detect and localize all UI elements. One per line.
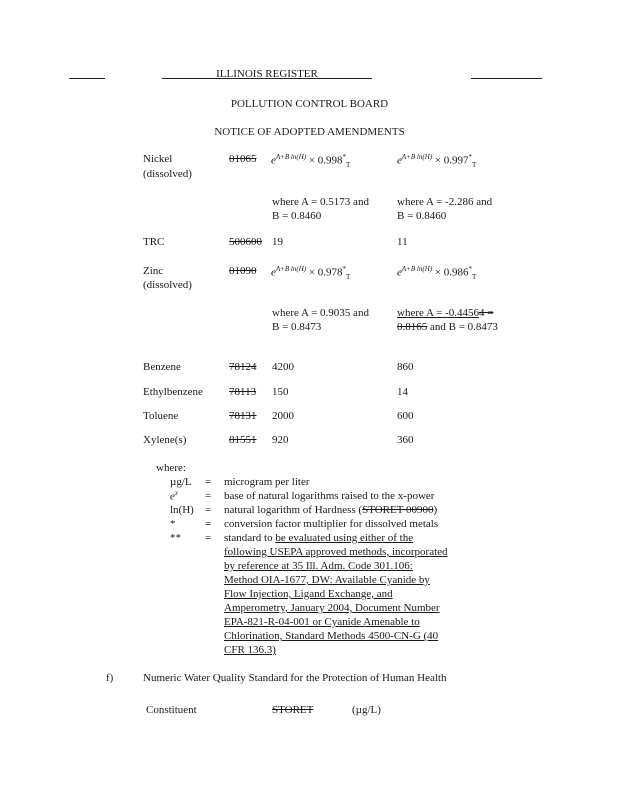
legend-cont-line: Method OIA-1677, DW: Available Cyanide by — [224, 574, 430, 586]
nickel-name: Nickel — [143, 153, 173, 165]
legend-eq: = — [205, 490, 212, 502]
nickel-acute-where-2: B = 0.8460 — [272, 210, 322, 222]
zinc-sub: (dissolved) — [143, 279, 192, 291]
nickel-sub: (dissolved) — [143, 168, 192, 180]
benzene-chronic: 860 — [397, 361, 414, 373]
legend-def-star: conversion factor multiplier for dissolved metals — [224, 518, 439, 530]
zinc-chronic-where-2: 0.8165 and B = 0.8473 — [397, 321, 498, 333]
zinc-chronic: $e^{A+B ln(H)} \times 0.986^*_T$ — [397, 265, 477, 281]
legend-cont-line: Amperometry, January 2004, Document Number — [224, 602, 440, 614]
legend-def-dstar: standard to be evaluated using either of the — [224, 532, 414, 544]
board-title: POLLUTION CONTROL BOARD — [230, 98, 389, 110]
legend-where: where: — [156, 462, 186, 474]
nickel-chronic-where-1: where A = -2.286 and — [397, 196, 493, 208]
nickel-acute-where-1: where A = 0.5173 and — [272, 196, 369, 208]
zinc-acute-where-1: where A = 0.9035 and — [272, 307, 369, 319]
zinc-chronic-where-1: where A = -0.44564 = — [397, 307, 494, 319]
legend-cont-line: by reference at 35 Ill. Adm. Code 301.106: — [224, 560, 413, 572]
benzene-name: Benzene — [143, 361, 181, 373]
trc-storet: 500600 — [229, 236, 262, 248]
nickel-acute: $e^{A+B ln(H)} \times 0.998^*_T$ — [271, 153, 351, 169]
xylene-storet: 81551 — [229, 434, 257, 446]
legend-cont-line: following USEPA approved methods, incorporated — [224, 546, 448, 558]
section-f-label: f) — [106, 672, 114, 684]
xylene-chronic: 360 — [397, 434, 414, 446]
xylene-acute: 920 — [272, 434, 289, 446]
legend-sym-lnh: ln(H) — [170, 504, 194, 516]
legend-eq: = — [205, 504, 212, 516]
toluene-chronic: 600 — [397, 410, 414, 422]
legend-cont-line: EPA-821-R-04-001 or Cyanide Amenable to — [224, 616, 420, 628]
legend-cont-line: CFR 136.3) — [224, 644, 276, 656]
notice-title: NOTICE OF ADOPTED AMENDMENTS — [214, 126, 405, 138]
legend-eq: = — [205, 532, 212, 544]
zinc-name: Zinc — [143, 265, 164, 277]
nickel-chronic-where-2: B = 0.8460 — [397, 210, 447, 222]
legend-def-e: base of natural logarithms raised to the x-power — [224, 490, 435, 502]
legend-cont-line: Flow Injection, Ligand Exchange, and — [224, 588, 393, 600]
section-f-title: Numeric Water Quality Standard for the Protection of Human Health — [143, 672, 447, 684]
section-f-col-storet: STORET — [272, 704, 314, 716]
benzene-acute: 4200 — [272, 361, 294, 373]
toluene-storet: 78131 — [229, 410, 257, 422]
header-rule-right — [471, 78, 542, 79]
benzene-storet: 78124 — [229, 361, 257, 373]
zinc-acute: $e^{A+B ln(H)} \times 0.978^*_T$ — [271, 265, 351, 281]
ethylbenzene-chronic: 14 — [397, 386, 408, 398]
ethylbenzene-acute: 150 — [272, 386, 289, 398]
zinc-acute-where-2: B = 0.8473 — [272, 321, 322, 333]
toluene-name: Toluene — [143, 410, 179, 422]
ethylbenzene-name: Ethylbenzene — [143, 386, 203, 398]
trc-name: TRC — [143, 236, 165, 248]
section-f-col-constituent: Constituent — [146, 704, 197, 716]
nickel-chronic: $e^{A+B ln(H)} \times 0.997^*_T$ — [397, 153, 477, 169]
register-title: ILLINOIS REGISTER — [216, 68, 318, 80]
legend-sym-dstar: ** — [170, 532, 181, 544]
legend-def-ugl: microgram per liter — [224, 476, 310, 488]
ethylbenzene-storet: 78113 — [229, 386, 257, 398]
legend-sym-ugl: µg/L — [170, 476, 192, 488]
legend-cont-line: Chlorination, Standard Methods 4500-CN-G (40 — [224, 630, 439, 642]
trc-acute: 19 — [272, 236, 283, 248]
legend-sym-star: * — [170, 518, 176, 530]
legend-eq: = — [205, 518, 212, 530]
toluene-acute: 2000 — [272, 410, 294, 422]
legend-def-lnh: natural logarithm of Hardness (STORET 00900) — [224, 504, 438, 516]
legend-eq: = — [205, 476, 212, 488]
zinc-storet: 01090 — [229, 265, 257, 277]
header-rule-left — [69, 78, 105, 79]
legend-sym-e: $e^x$ — [170, 489, 178, 503]
xylene-name: Xylene(s) — [143, 434, 187, 446]
section-f-col-units: (µg/L) — [352, 704, 381, 716]
nickel-storet: 01065 — [229, 153, 257, 165]
trc-chronic: 11 — [397, 236, 408, 248]
